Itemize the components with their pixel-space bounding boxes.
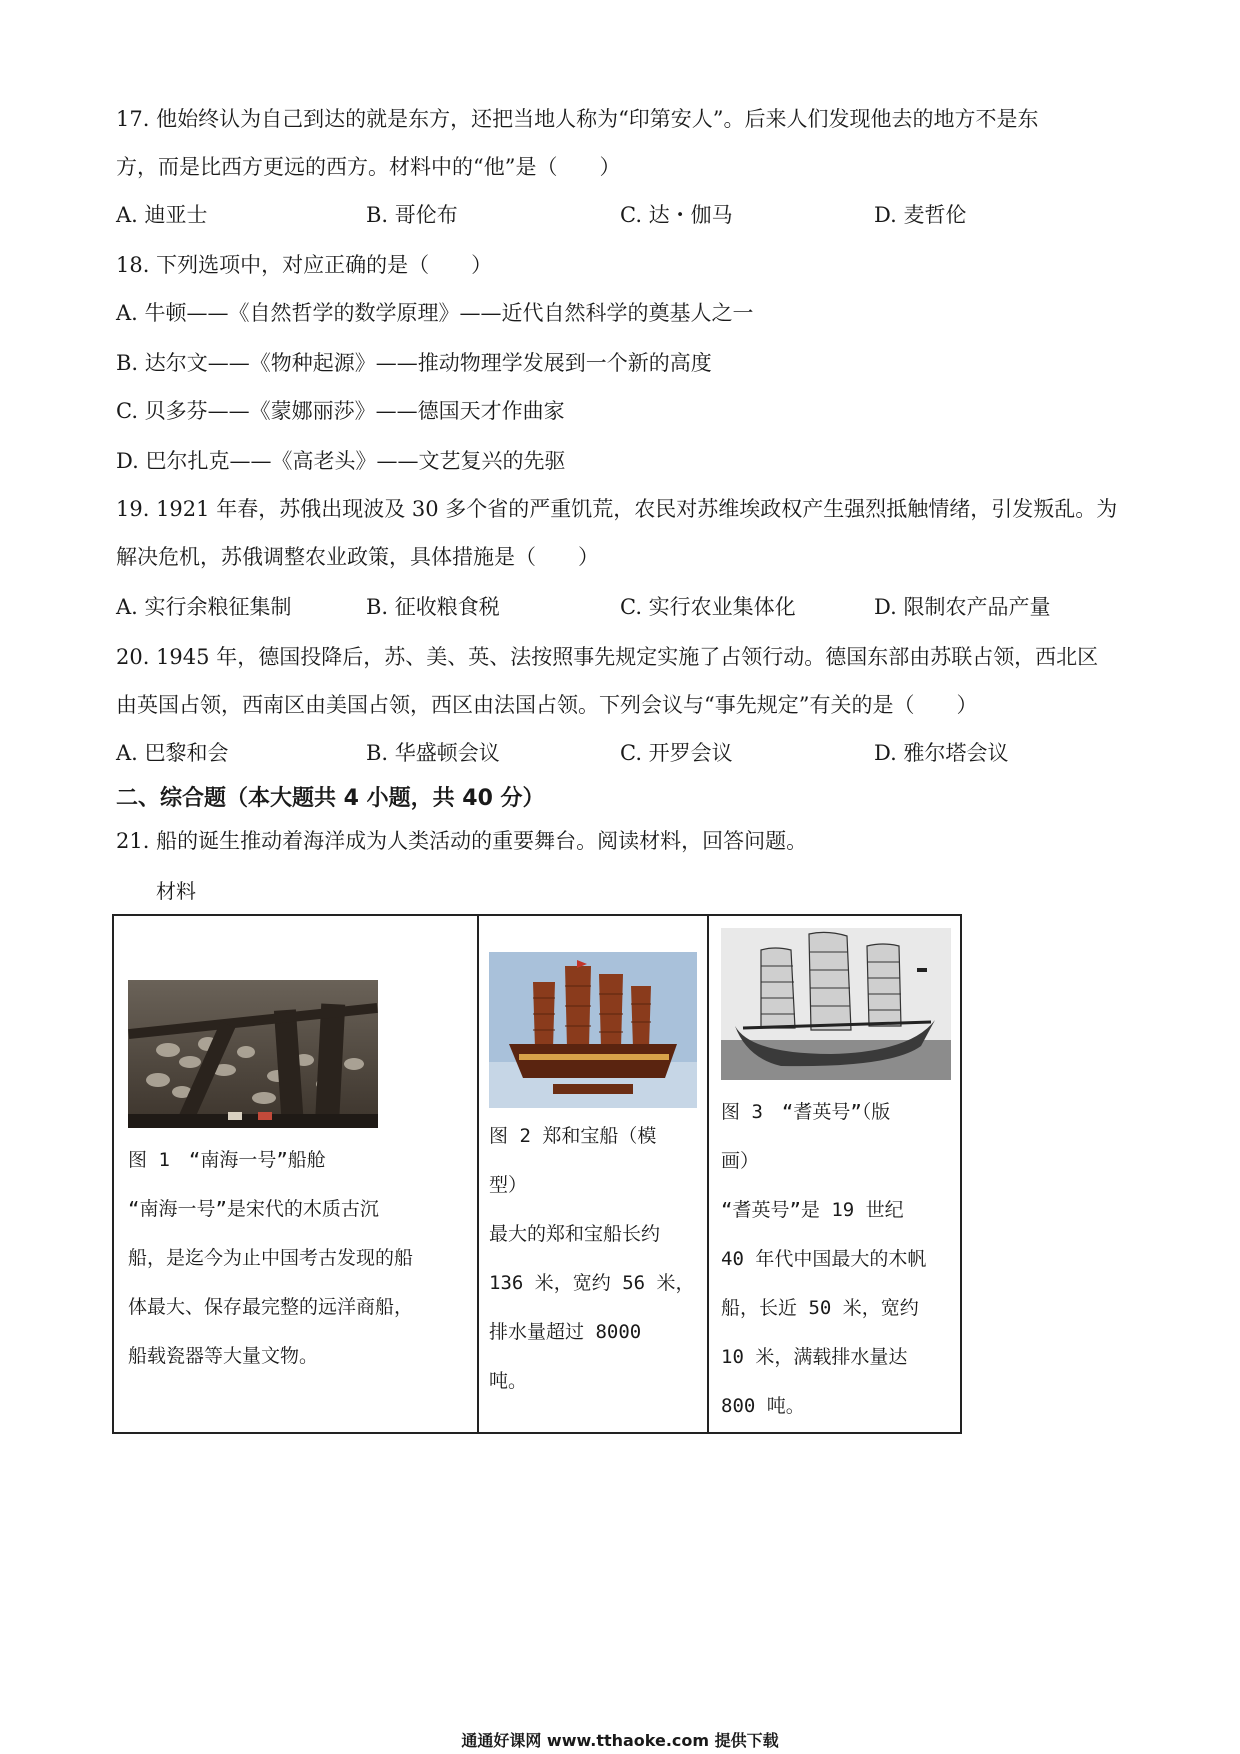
q20-stem-line1: 20. 1945 年，德国投降后，苏、美、英、法按照事先规定实施了占领行动。德国东部由苏联占领，西北区: [116, 645, 1099, 669]
cell-2-caption: 图 2 郑和宝船（模: [489, 1125, 657, 1147]
cell-1-text: [128, 1136, 472, 1381]
q19-option-d: D. 限制农产品产量: [874, 595, 1051, 619]
table-cell-3: [709, 916, 960, 1432]
q18-option-c: C. 贝多芬——《蒙娜丽莎》——德国天才作曲家: [116, 399, 565, 423]
cell-3-caption: 图 3 “耆英号”（版: [721, 1101, 891, 1123]
cell-2-line: 最大的郑和宝船长约: [489, 1223, 661, 1245]
cell-2-line: 排水量超过 8000: [489, 1321, 642, 1343]
cell-2-line: 型）: [489, 1174, 528, 1196]
footer-source: 通通好课网 www.tthaoke.com 提供下载: [461, 1731, 779, 1750]
q17-stem-line2: 方，而是比西方更远的西方。材料中的“他”是（ ）: [116, 155, 621, 179]
cell-2-text: [489, 1112, 703, 1406]
zheng-he-treasure-ship-photo: [489, 952, 697, 1108]
q19-stem-line2: 解决危机，苏俄调整农业政策，具体措施是（ ）: [116, 545, 599, 569]
cell-3-line: 画）: [721, 1150, 760, 1172]
q17-option-b: B. 哥伦布: [366, 203, 458, 227]
material-table: [112, 914, 962, 1434]
cell-1-caption: 图 1 “南海一号”船舱: [128, 1149, 326, 1171]
cell-1-line: 船，是迄今为止中国考古发现的船: [128, 1247, 414, 1269]
q20-stem-line2: 由英国占领，西南区由美国占领，西区由法国占领。下列会议与“事先规定”有关的是（ ）: [116, 693, 978, 717]
cell-2-line: 136 米，宽约 56 米，: [489, 1272, 695, 1294]
cell-1-line: 船载瓷器等大量文物。: [128, 1345, 319, 1367]
cell-3-line: 800 吨。: [721, 1395, 805, 1417]
q19-option-a: A. 实行余粮征集制: [116, 595, 292, 619]
cell-3-line: 10 米，满载排水量达: [721, 1346, 908, 1368]
q20-option-c: C. 开罗会议: [620, 741, 733, 765]
q18-stem: 18. 下列选项中，对应正确的是（ ）: [116, 253, 493, 277]
q19-option-b: B. 征收粮食税: [366, 595, 500, 619]
table-cell-1: [114, 916, 477, 1432]
q17-stem-line1: 17. 他始终认为自己到达的就是东方，还把当地人称为“印第安人”。后来人们发现他去的地方不是东: [116, 107, 1039, 131]
q17-option-a: A. 迪亚士: [116, 203, 208, 227]
q17-option-d: D. 麦哲伦: [874, 203, 967, 227]
q20-option-d: D. 雅尔塔会议: [874, 741, 1009, 765]
cell-3-line: 船，长近 50 米，宽约: [721, 1297, 919, 1319]
cell-3-line: 40 年代中国最大的木帆: [721, 1248, 927, 1270]
cell-1-line: “南海一号”是宋代的木质古沉: [128, 1198, 379, 1220]
q21-stem: 21. 船的诞生推动着海洋成为人类活动的重要舞台。阅读材料，回答问题。: [116, 829, 808, 853]
table-cell-2: [479, 916, 707, 1432]
cell-3-line: “耆英号”是 19 世纪: [721, 1199, 904, 1221]
section-title: 二、综合题（本大题共 4 小题，共 40 分）: [116, 786, 545, 811]
cell-1-line: 体最大、保存最完整的远洋商船，: [128, 1296, 414, 1318]
cell-2-line: 吨。: [489, 1370, 528, 1392]
nanhai-one-hold-photo: [128, 980, 378, 1128]
cell-3-text: [721, 1088, 957, 1431]
keying-junk-print-image: [721, 928, 951, 1080]
q20-option-b: B. 华盛顿会议: [366, 741, 500, 765]
q18-option-a: A. 牛顿——《自然哲学的数学原理》——近代自然科学的奠基人之一: [116, 301, 754, 325]
q19-option-c: C. 实行农业集体化: [620, 595, 796, 619]
q17-option-c: C. 达・伽马: [620, 203, 733, 227]
q20-option-a: A. 巴黎和会: [116, 741, 229, 765]
q19-stem-line1: 19. 1921 年春，苏俄出现波及 30 多个省的严重饥荒，农民对苏维埃政权产生强烈抵触情绪，引发叛乱。为: [116, 497, 1118, 521]
material-label: 材料: [156, 879, 196, 903]
q18-option-d: D. 巴尔扎克——《高老头》——文艺复兴的先驱: [116, 449, 566, 473]
q18-option-b: B. 达尔文——《物种起源》——推动物理学发展到一个新的高度: [116, 351, 712, 375]
